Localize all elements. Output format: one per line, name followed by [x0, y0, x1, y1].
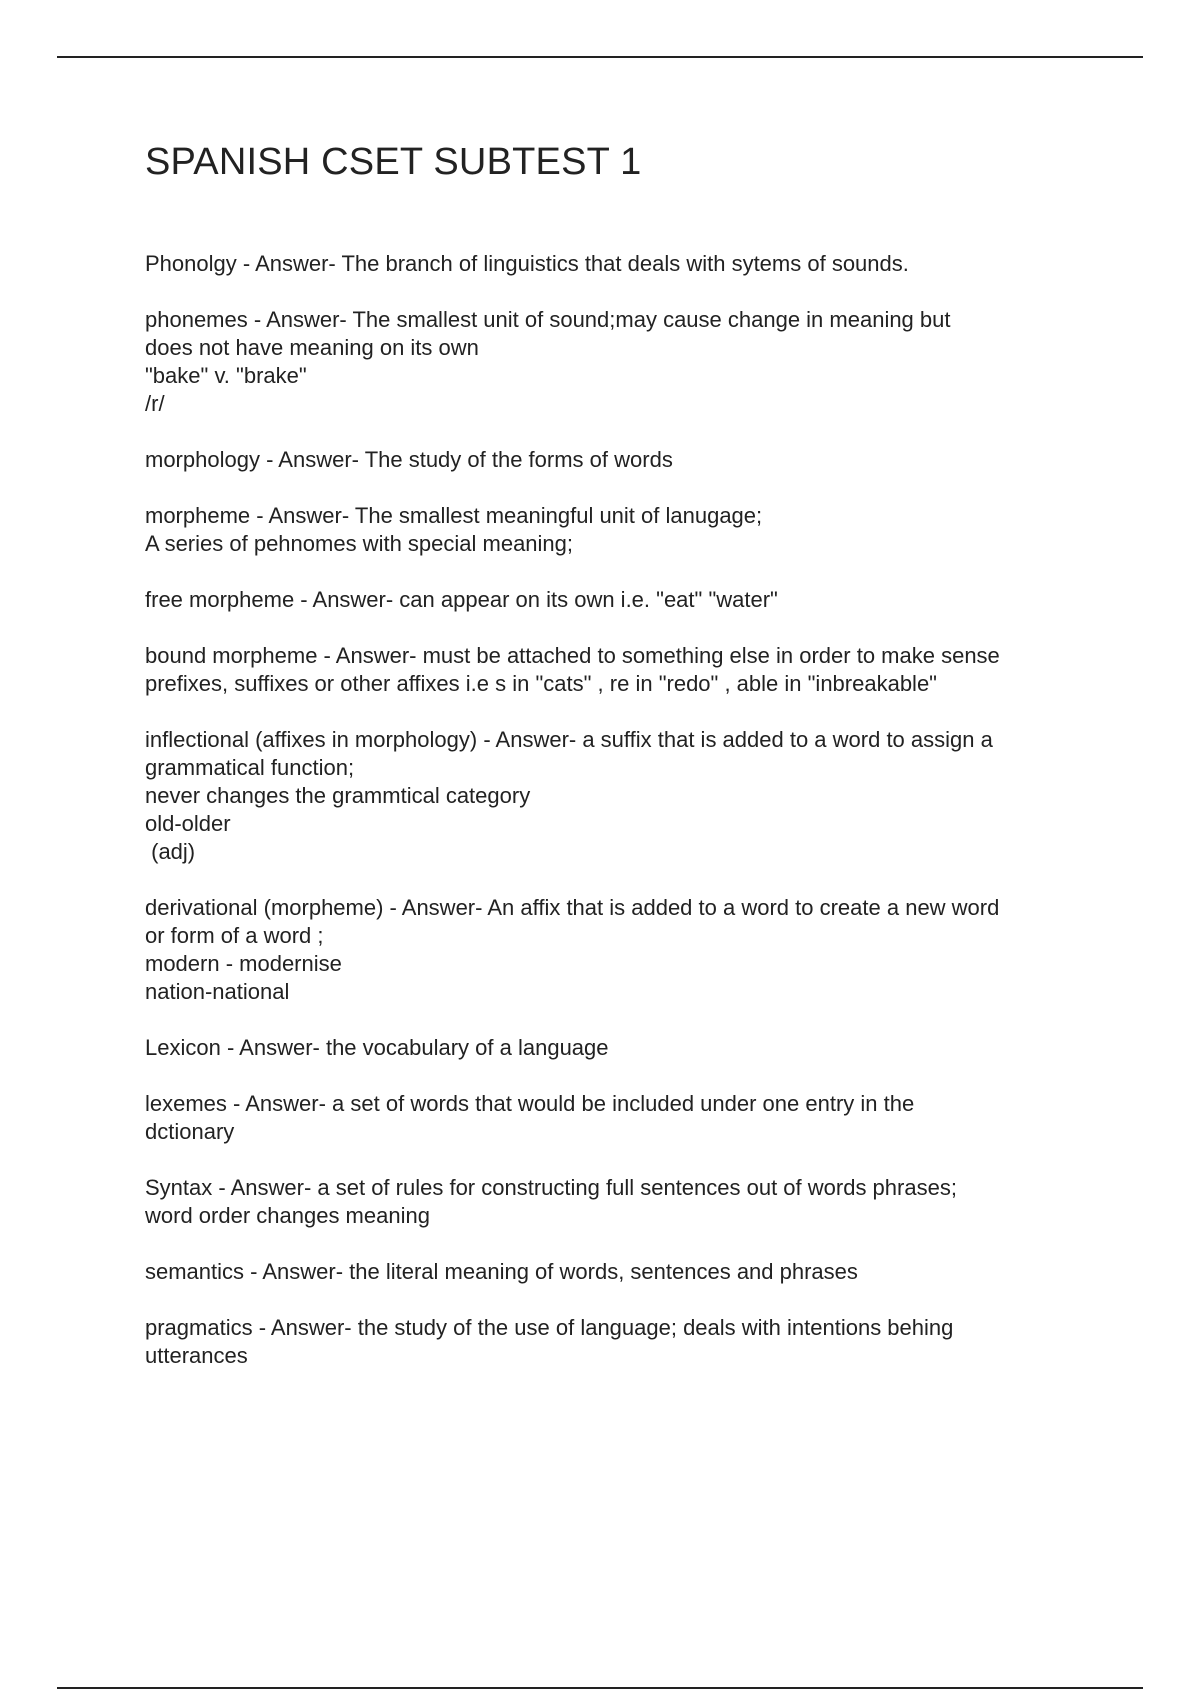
entry-line: never changes the grammtical category — [145, 782, 531, 808]
entry-line: Lexicon - Answer- the vocabulary of a language — [145, 1034, 609, 1060]
entry-line: "bake" v. "brake" — [145, 362, 307, 388]
entry-line: inflectional (affixes in morphology) - Answer- a suffix that is added to a word to assign a — [145, 726, 993, 752]
entry-line: phonemes - Answer- The smallest unit of sound;may cause change in meaning but — [145, 306, 951, 332]
entry-line: pragmatics - Answer- the study of the use of language; deals with intentions behing — [145, 1314, 954, 1340]
entry-line: free morpheme - Answer- can appear on its own i.e. "eat" "water" — [145, 586, 778, 612]
entry-free-morpheme — [145, 586, 1105, 614]
entry-line: or form of a word ; — [145, 922, 324, 948]
bottom-rule — [57, 1687, 1143, 1689]
entry-lexicon — [145, 1034, 1105, 1062]
entry-morphology — [145, 446, 1105, 474]
entry-line: bound morpheme - Answer- must be attached to something else in order to make sense — [145, 642, 1000, 668]
entry-semantics — [145, 1258, 1105, 1286]
entry-line: lexemes - Answer- a set of words that would be included under one entry in the — [145, 1090, 915, 1116]
entry-line: semantics - Answer- the literal meaning of words, sentences and phrases — [145, 1258, 858, 1284]
entry-morpheme — [145, 502, 1105, 558]
entry-inflectional — [145, 726, 1105, 866]
top-rule — [57, 56, 1143, 58]
entry-line: derivational (morpheme) - Answer- An affix that is added to a word to create a new word — [145, 894, 1000, 920]
entry-line: prefixes, suffixes or other affixes i.e s in "cats" , re in "redo" , able in "inbreakable" — [145, 670, 937, 696]
entry-pragmatics — [145, 1314, 1105, 1370]
entry-line: /r/ — [145, 390, 165, 416]
entry-line: does not have meaning on its own — [145, 334, 479, 360]
document-page — [145, 140, 1105, 1398]
entry-derivational — [145, 894, 1105, 1006]
entry-list — [145, 250, 1105, 1370]
entry-line: modern - modernise — [145, 950, 342, 976]
entry-line: (adj) — [145, 838, 196, 864]
entry-line: nation-national — [145, 978, 290, 1004]
entry-lexemes — [145, 1090, 1105, 1146]
entry-phonemes — [145, 306, 1105, 418]
entry-line: Syntax - Answer- a set of rules for constructing full sentences out of words phrases; — [145, 1174, 957, 1200]
document-title: SPANISH CSET SUBTEST 1 — [145, 141, 642, 183]
entry-line: grammatical function; — [145, 754, 355, 780]
entry-bound-morpheme — [145, 642, 1105, 698]
entry-line: morpheme - Answer- The smallest meaningful unit of lanugage; — [145, 502, 763, 528]
entry-syntax — [145, 1174, 1105, 1230]
entry-line: old-older — [145, 810, 231, 836]
entry-line: morphology - Answer- The study of the forms of words — [145, 446, 673, 472]
entry-line: utterances — [145, 1342, 248, 1368]
entry-phonology — [145, 250, 1105, 278]
entry-line: A series of pehnomes with special meaning; — [145, 530, 574, 556]
entry-line: dctionary — [145, 1118, 235, 1144]
entry-line: Phonolgy - Answer- The branch of linguistics that deals with sytems of sounds. — [145, 250, 909, 276]
entry-line: word order changes meaning — [145, 1202, 430, 1228]
